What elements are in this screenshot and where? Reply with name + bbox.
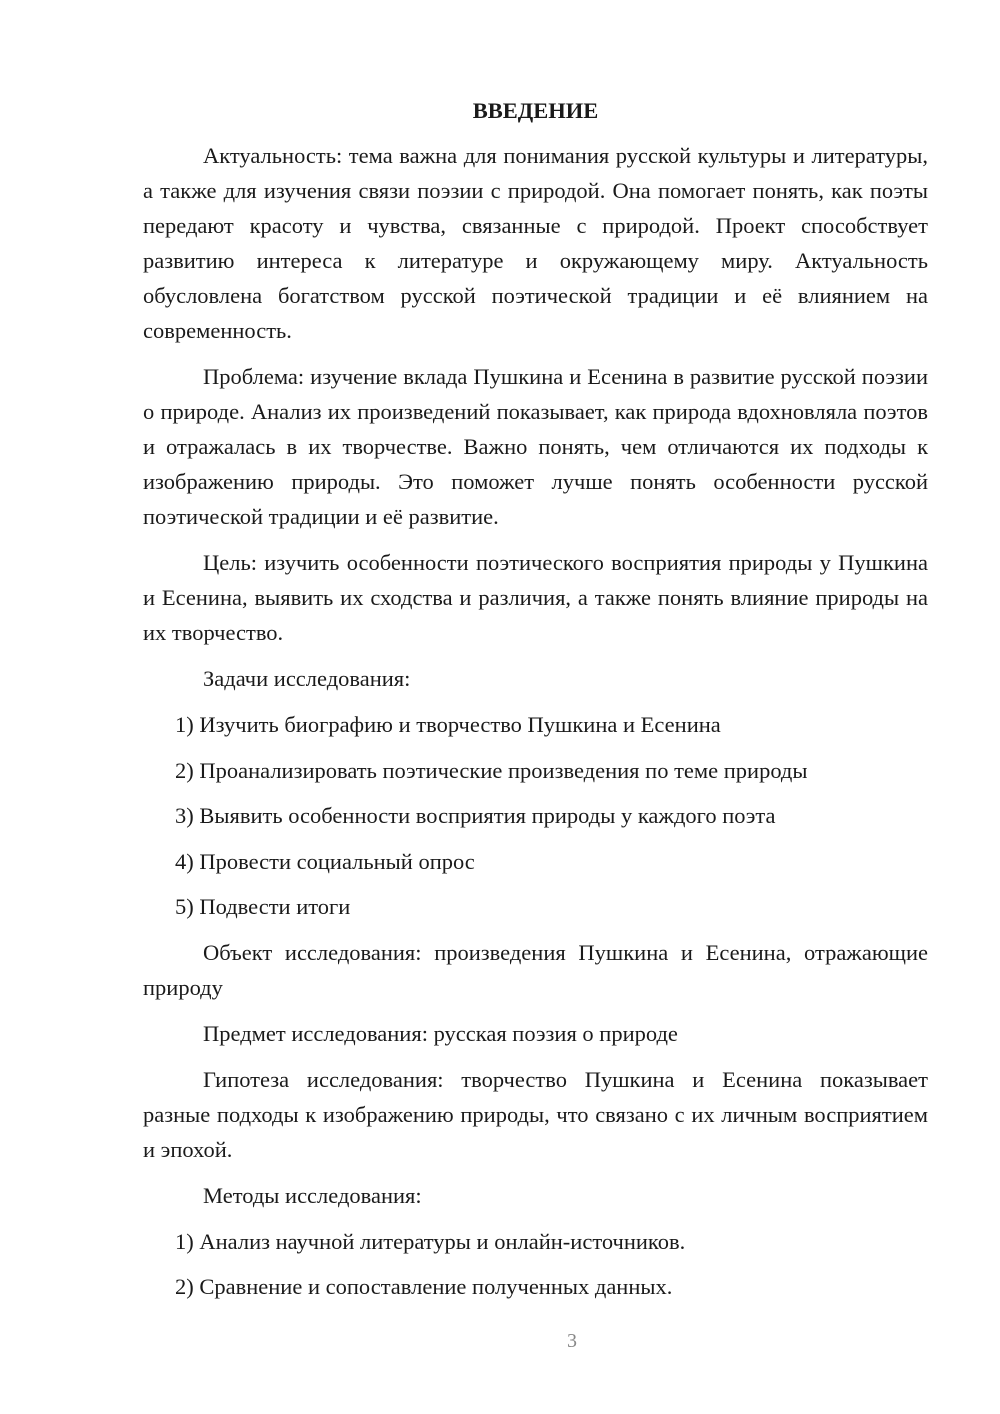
methods-list (143, 1224, 928, 1305)
task-item: 1) Изучить биографию и творчество Пушкина и Есенина (175, 712, 721, 737)
page-content (143, 96, 928, 1315)
task-item: 2) Проанализировать поэтические произведения по теме природы (175, 757, 808, 783)
page-number: 3 (567, 1330, 577, 1352)
methods-heading: Методы исследования: (203, 1182, 422, 1208)
tasks-heading: Задачи исследования: (203, 666, 411, 691)
hypothesis-paragraph: Гипотеза исследования: творчество Пушкина и Есенина показывает разные подходы к изображению природы, что связано с их личным восприятием и эпохой. (143, 1066, 928, 1162)
section-title: ВВЕДЕНИЕ (472, 98, 599, 123)
subject-paragraph: Предмет исследования: русская поэзия о природе (203, 1020, 678, 1046)
method-item: 1) Анализ научной литературы и онлайн-источников. (175, 1228, 686, 1254)
method-item: 2) Сравнение и сопоставление полученных данных. (175, 1274, 673, 1299)
relevance-paragraph: Актуальность: тема важна для понимания русской культуры и литературы, а также для изучения связи поэзии с природой. Она помогает понять, как поэты передают красоту и чувства, связанные с природой. Проект способствует развитию интереса к литературе и окружающему миру. Актуальность обусловлена богатством русской поэтической традиции и её влиянием на современность. (143, 143, 928, 343)
task-item: 4) Провести социальный опрос (175, 848, 475, 874)
task-item: 3) Выявить особенности восприятия природы у каждого поэта (175, 803, 776, 828)
object-paragraph: Объект исследования: произведения Пушкина и Есенина, отражающие природу (143, 939, 928, 1000)
problem-paragraph: Проблема: изучение вклада Пушкина и Есенина в развитие русской поэзии о природе. Анализ их произведений показывает, как природа вдохновляла поэтов и отражалась в их творчестве. Важно понять, чем отличаются их подходы к изображению природы. Это поможет лучше понять особенности русской поэтической традиции и её развитие. (143, 364, 928, 529)
goal-paragraph: Цель: изучить особенности поэтического восприятия природы у Пушкина и Есенина, выявить их сходства и различия, а также понять влияние природы на их творчество. (143, 550, 928, 645)
task-item: 5) Подвести итоги (175, 894, 351, 919)
tasks-list (143, 707, 928, 924)
